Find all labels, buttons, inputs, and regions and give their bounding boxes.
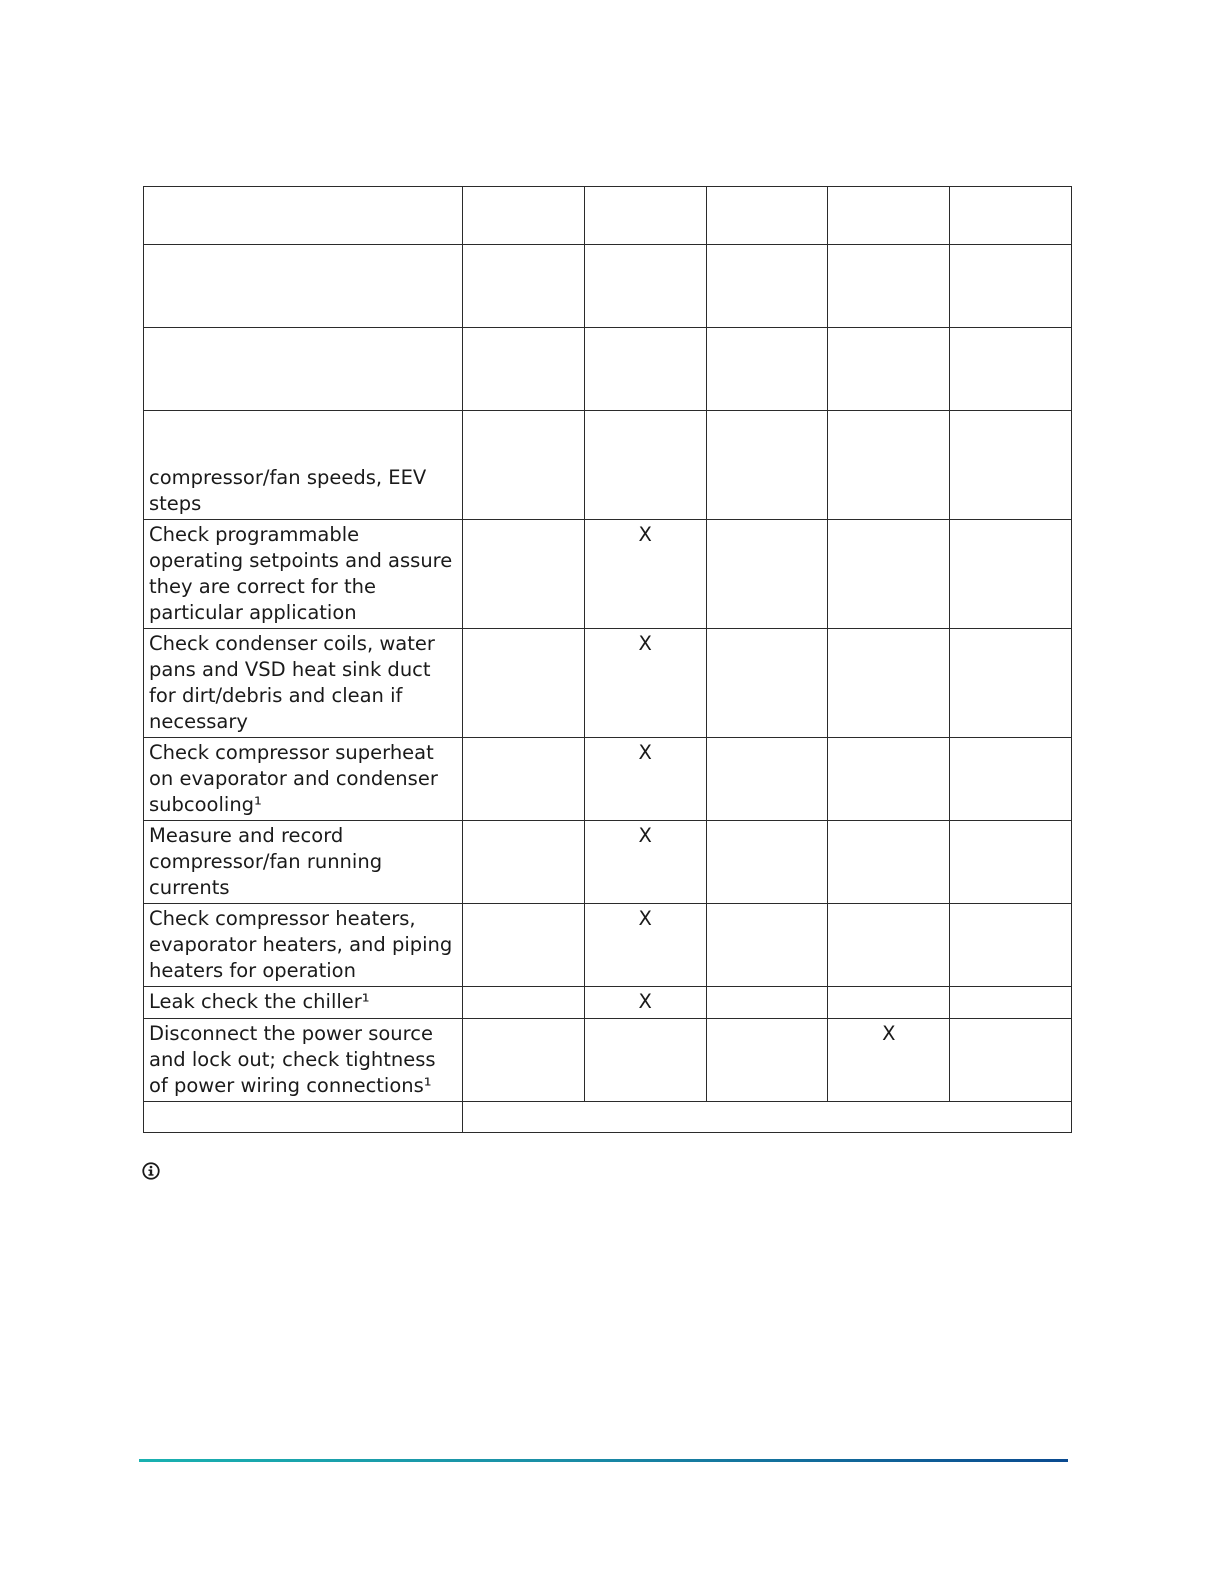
task-cell: Measure and record compressor/fan running currents xyxy=(144,821,463,904)
interval-cell: X xyxy=(584,629,706,738)
table-row xyxy=(144,411,1072,520)
interval-cell xyxy=(828,987,950,1019)
interval-cell: X xyxy=(584,738,706,821)
interval-cell xyxy=(584,187,706,245)
interval-cell xyxy=(706,738,828,821)
interval-cell: X xyxy=(584,987,706,1019)
interval-cell xyxy=(706,821,828,904)
footer-divider xyxy=(139,1459,1068,1462)
interval-cell xyxy=(950,629,1072,738)
table-row xyxy=(144,520,1072,629)
interval-cell xyxy=(463,328,585,411)
interval-cell xyxy=(706,629,828,738)
interval-cell xyxy=(828,738,950,821)
interval-cell xyxy=(950,821,1072,904)
task-cell xyxy=(144,328,463,411)
interval-cell: X xyxy=(584,520,706,629)
interval-cell: X xyxy=(584,904,706,987)
interval-cell xyxy=(950,187,1072,245)
interval-cell xyxy=(828,411,950,520)
interval-cell xyxy=(706,520,828,629)
interval-cell xyxy=(463,520,585,629)
interval-cell xyxy=(828,245,950,328)
interval-cell xyxy=(706,411,828,520)
table-row xyxy=(144,1019,1072,1102)
table-row xyxy=(144,987,1072,1019)
interval-cell xyxy=(950,738,1072,821)
interval-cell xyxy=(463,1019,585,1102)
table-row xyxy=(144,187,1072,245)
interval-cell xyxy=(828,629,950,738)
interval-cell xyxy=(463,738,585,821)
interval-cell xyxy=(584,1019,706,1102)
table-row xyxy=(144,904,1072,987)
interval-cell xyxy=(706,245,828,328)
table-row xyxy=(144,738,1072,821)
task-cell xyxy=(144,187,463,245)
table-row xyxy=(144,821,1072,904)
interval-cell xyxy=(950,520,1072,629)
interval-cell xyxy=(463,629,585,738)
interval-cell: X xyxy=(584,821,706,904)
task-cell: Check compressor heaters, evaporator heaters, and piping heaters for operation xyxy=(144,904,463,987)
interval-cell xyxy=(584,328,706,411)
maintenance-schedule-table xyxy=(143,186,1072,1133)
task-cell xyxy=(144,245,463,328)
interval-cell xyxy=(950,328,1072,411)
interval-cell xyxy=(828,187,950,245)
task-cell: Check programmable operating setpoints and assure they are correct for the particular application xyxy=(144,520,463,629)
interval-cell xyxy=(463,987,585,1019)
interval-cell xyxy=(463,411,585,520)
interval-cell xyxy=(950,411,1072,520)
interval-cell xyxy=(950,245,1072,328)
task-cell: Check compressor superheat on evaporator and condenser subcooling¹ xyxy=(144,738,463,821)
interval-cell xyxy=(828,821,950,904)
task-cell: Leak check the chiller¹ xyxy=(144,987,463,1019)
task-cell: compressor/fan speeds, EEV steps xyxy=(144,411,463,520)
interval-cell xyxy=(950,1019,1072,1102)
interval-cell xyxy=(463,187,585,245)
interval-cell xyxy=(463,904,585,987)
info-icon xyxy=(142,1162,160,1180)
footer-right-cell xyxy=(463,1102,1072,1133)
table-footer-row xyxy=(144,1102,1072,1133)
footer-left-cell xyxy=(144,1102,463,1133)
interval-cell xyxy=(706,187,828,245)
interval-cell xyxy=(584,245,706,328)
table-row xyxy=(144,245,1072,328)
interval-cell xyxy=(463,821,585,904)
table-row xyxy=(144,629,1072,738)
interval-cell xyxy=(828,904,950,987)
task-cell: Check condenser coils, water pans and VSD heat sink duct for dirt/debris and clean if necessary xyxy=(144,629,463,738)
interval-cell xyxy=(706,987,828,1019)
interval-cell: X xyxy=(828,1019,950,1102)
interval-cell xyxy=(828,520,950,629)
interval-cell xyxy=(950,987,1072,1019)
interval-cell xyxy=(463,245,585,328)
interval-cell xyxy=(706,1019,828,1102)
interval-cell xyxy=(950,904,1072,987)
interval-cell xyxy=(706,328,828,411)
interval-cell xyxy=(584,411,706,520)
interval-cell xyxy=(706,904,828,987)
table-row xyxy=(144,328,1072,411)
interval-cell xyxy=(828,328,950,411)
task-cell: Disconnect the power source and lock out; check tightness of power wiring connections¹ xyxy=(144,1019,463,1102)
